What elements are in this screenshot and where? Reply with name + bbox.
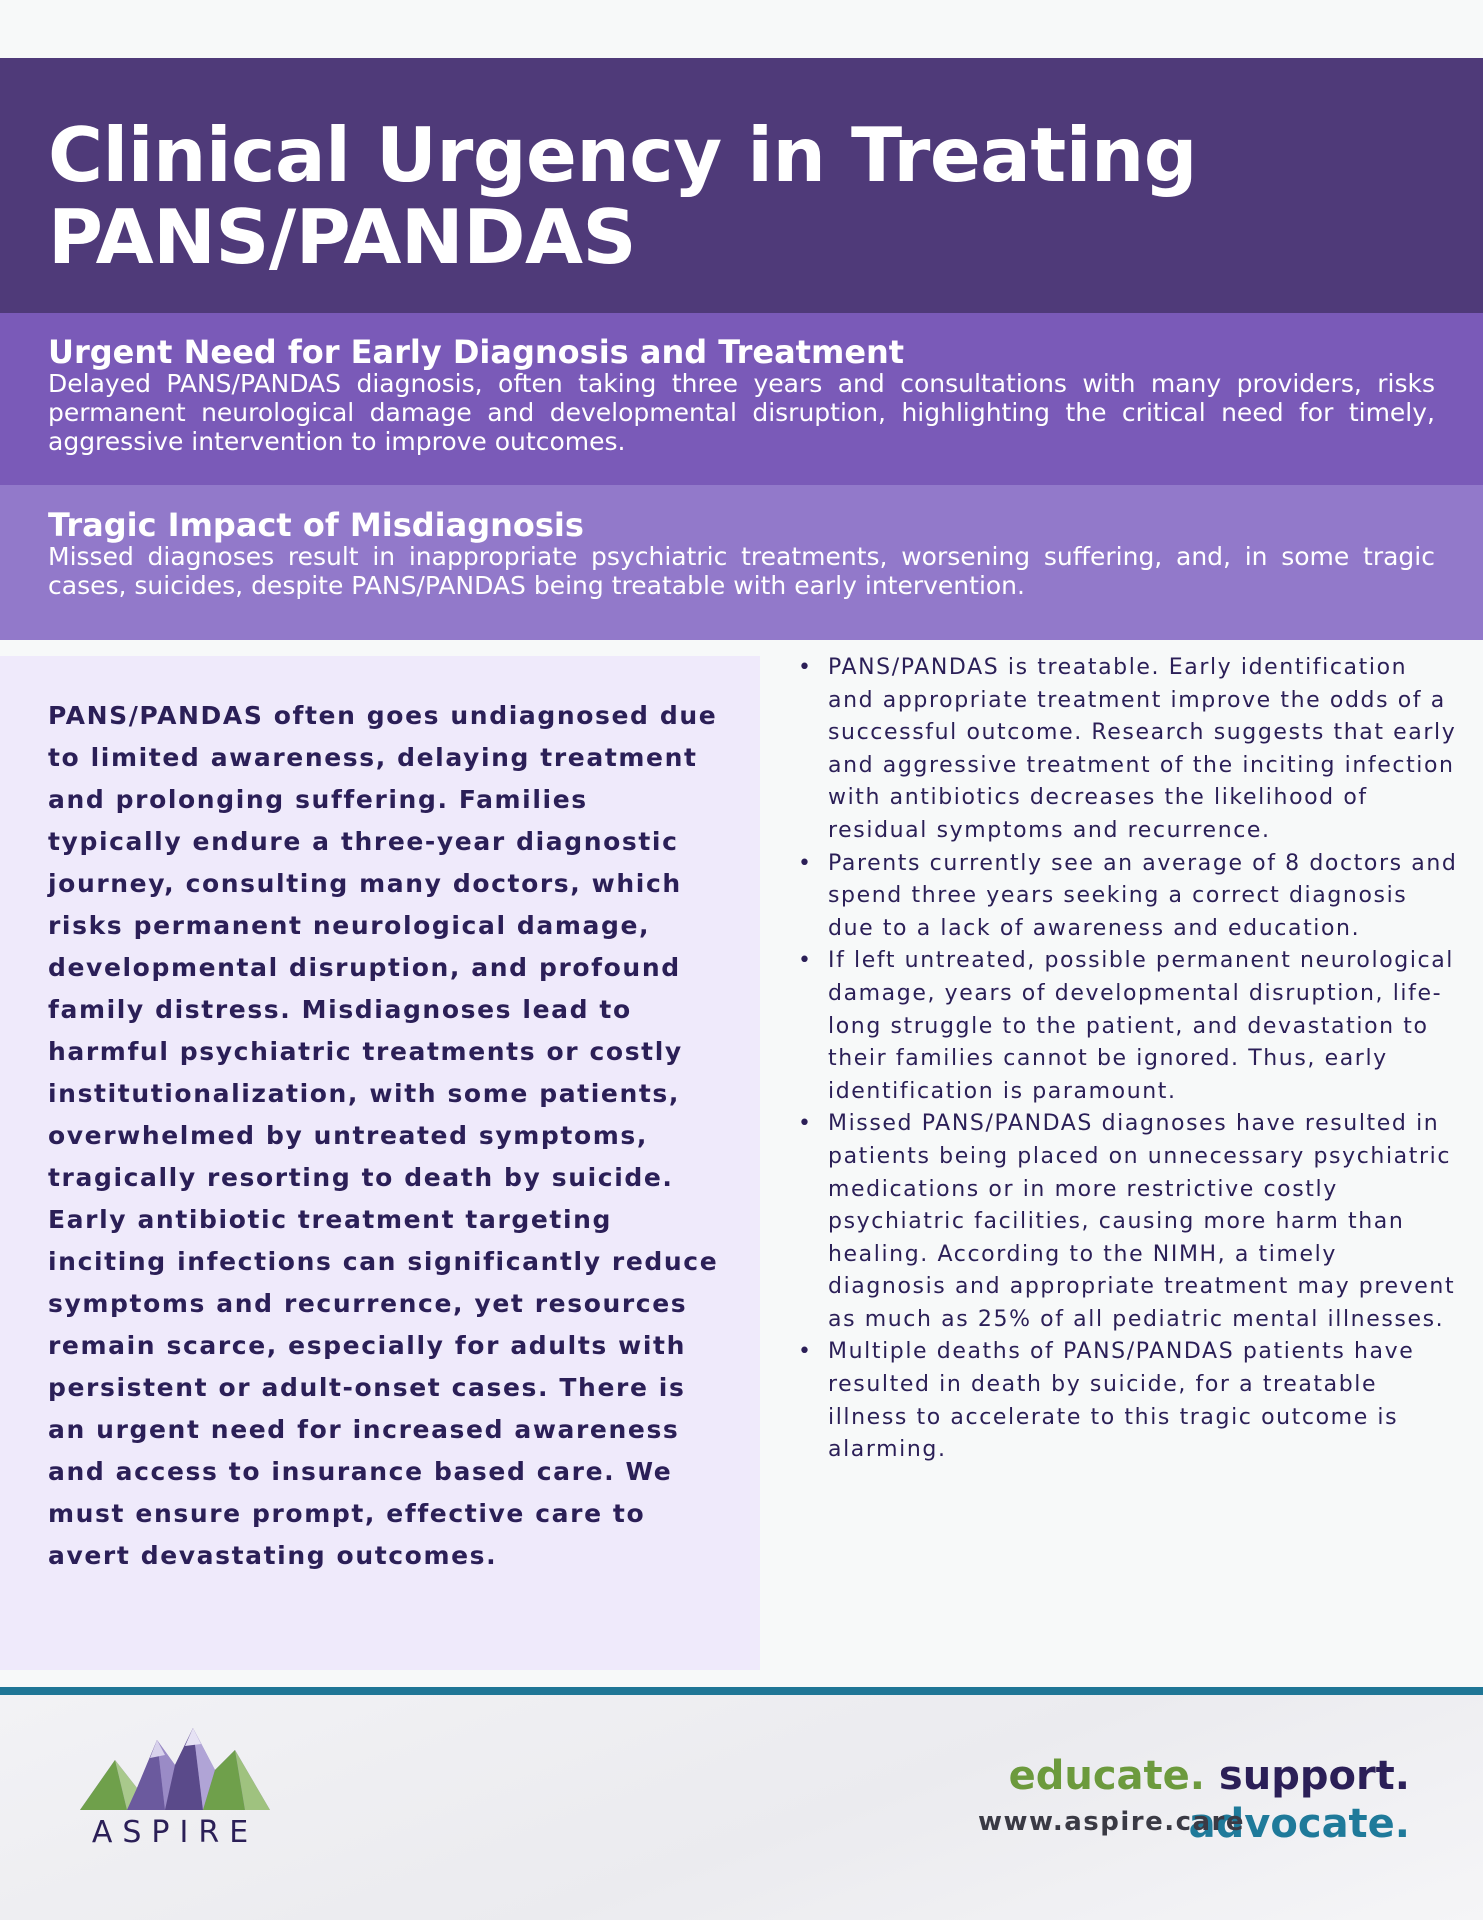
page-title-line-1: Clinical Urgency in Treating — [48, 111, 1197, 199]
page-title — [48, 111, 1435, 281]
key-point-item — [798, 652, 1460, 848]
key-point-item — [798, 848, 1460, 946]
key-point-text: If left untreated, possible permanent neurological damage, years of developmental disruption, life-long struggle to the patient, and devastation to their families cannot be ignored. Thus, early identification is paramount. — [828, 948, 1455, 1104]
title-band — [0, 58, 1483, 313]
tagline-support: support. — [1218, 1753, 1410, 1799]
section-misdiagnosis-body: Missed diagnoses result in inappropriate psychiatric treatments, worsening suffering, and, in some tragic cases, suicides, despite PANS/PANDAS being treatable with early intervention. — [48, 542, 1435, 600]
logo-wordmark: ASPIRE — [91, 1815, 259, 1850]
bullet-icon: • — [798, 850, 813, 876]
key-point-text: Multiple deaths of PANS/PANDAS patients have resulted in death by suicide, for a treatable illness to accelerate to this tragic outcome is alarming. — [828, 1339, 1415, 1463]
key-points-list — [790, 652, 1460, 1467]
tagline-educate: educate. — [1008, 1753, 1205, 1799]
key-points — [790, 652, 1460, 1467]
summary-text: PANS/PANDAS often goes undiagnosed due to limited awareness, delaying treatment and prolonging suffering. Families typically endure a three-year diagnostic journey, consulting many doctors, which risks permanent neurological damage, developmental disruption, and profound family distress. Misdiagnoses lead to harmful psychiatric treatments or costly institutionalization, with some patients, overwhelmed by untreated symptoms, tragically resorting to death by suicide. Early antibiotic treatment targeting inciting infections can significantly reduce symptoms and recurrence, yet resources remain scarce, especially for adults with persistent or adult-onset cases. There is an urgent need for increased awareness and access to insurance based care. We must ensure prompt, effective care to avert devastating outcomes. — [48, 701, 719, 1570]
footer-divider — [0, 1687, 1483, 1695]
bullet-icon: • — [798, 948, 813, 974]
key-point-item — [798, 1108, 1460, 1336]
key-point-item — [798, 945, 1460, 1108]
key-point-text: Missed PANS/PANDAS diagnoses have resulted in patients being placed on unnecessary psychiatric medications or in more restrictive costly psychiatric facilities, causing more harm than healing. According to the NIMH, a timely diagnosis and appropriate treatment may prevent as much as 25% of all pediatric mental illnesses. — [828, 1111, 1456, 1332]
summary-panel — [0, 656, 760, 1670]
key-point-item — [798, 1336, 1460, 1466]
key-point-text: Parents currently see an average of 8 doctors and spend three years seeking a correct diagnosis due to a lack of awareness and education. — [828, 850, 1458, 941]
page-title-line-2: PANS/PANDAS — [48, 193, 637, 281]
website-link[interactable]: www.aspire.care — [977, 1807, 1245, 1837]
tagline-advocate: advocate. — [1188, 1801, 1410, 1847]
key-point-text: PANS/PANDAS is treatable. Early identification and appropriate treatment improve the odds of a successful outcome. Research suggests that early and aggressive treatment of the inciting infection with antibiotics decreases the likelihood of residual symptoms and recurrence. — [828, 655, 1457, 843]
section-early-diagnosis-heading: Urgent Need for Early Diagnosis and Treatment — [48, 333, 905, 371]
bullet-icon: • — [798, 655, 813, 680]
section-misdiagnosis — [0, 485, 1483, 640]
section-misdiagnosis-heading: Tragic Impact of Misdiagnosis — [48, 506, 584, 544]
bullet-icon: • — [798, 1111, 813, 1137]
bullet-icon: • — [798, 1339, 813, 1365]
section-early-diagnosis — [0, 313, 1483, 485]
section-early-diagnosis-body: Delayed PANS/PANDAS diagnosis, often taking three years and consultations with many providers, risks permanent neurological damage and developmental disruption, highlighting the critical need for timely, aggressive intervention to improve outcomes. — [48, 369, 1435, 456]
